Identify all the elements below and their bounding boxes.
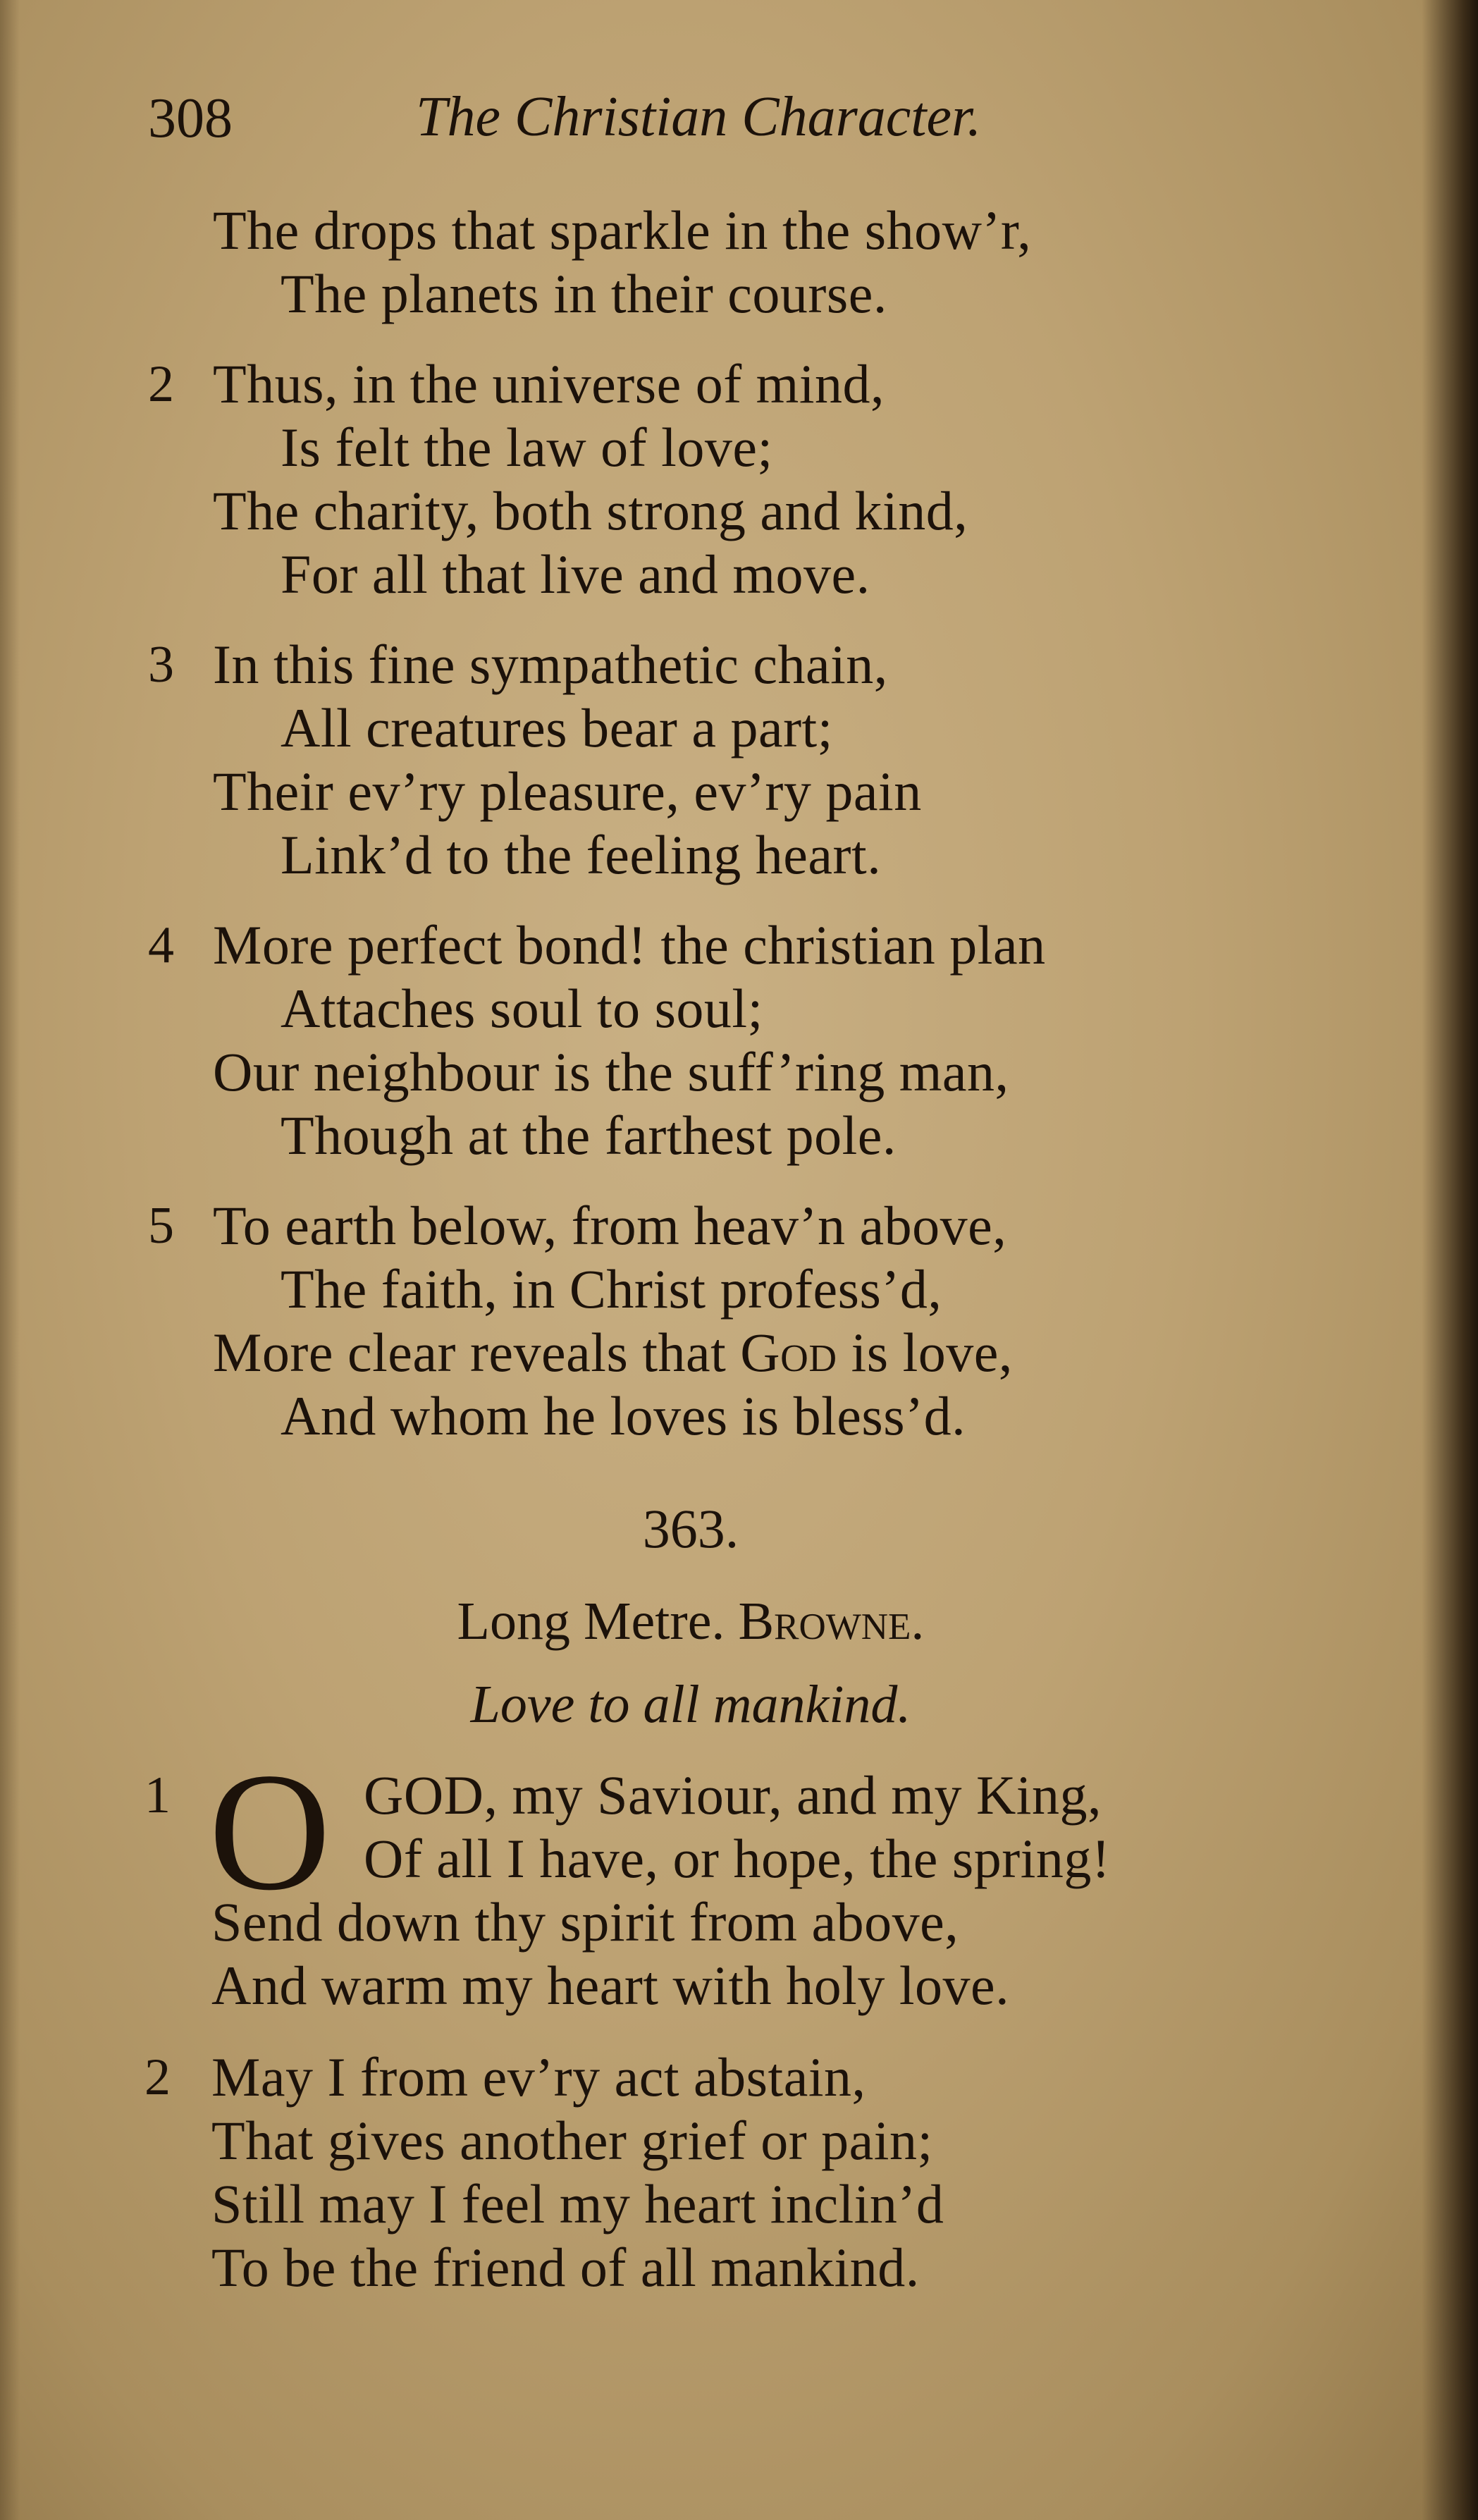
verse-line: Send down thy spirit from above, xyxy=(211,1891,959,1953)
stanza-number: 4 xyxy=(148,916,174,974)
hymn-number: 363. xyxy=(642,1498,739,1559)
verse-line: That gives another grief or pain; xyxy=(211,2110,933,2171)
verse-line: And warm my heart with holy love. xyxy=(211,1955,1010,2016)
hymn-author: Browne. xyxy=(738,1592,925,1651)
hymn-metre-line xyxy=(0,1592,1381,1651)
verse-line: May I from ev’ry act abstain, xyxy=(211,2046,866,2108)
verse-line: Though at the farthest pole. xyxy=(281,1105,897,1166)
verse-line: Still may I feel my heart inclin’d xyxy=(211,2173,944,2235)
verse-line: Attaches soul to soul; xyxy=(281,978,763,1039)
divine-name: God xyxy=(740,1322,837,1383)
verse-line: Their ev’ry pleasure, ev’ry pain xyxy=(213,761,922,822)
verse-line: To earth below, from heav’n above, xyxy=(213,1195,1007,1256)
hymn-metre: Long Metre. xyxy=(457,1592,725,1651)
stanza-number: 3 xyxy=(148,636,174,694)
verse-line: The planets in their course. xyxy=(281,263,887,324)
stanza-number: 2 xyxy=(148,355,174,413)
page-right-edge xyxy=(1422,0,1478,2520)
drop-cap: O xyxy=(209,1738,331,1925)
page-left-edge xyxy=(0,0,20,2520)
stanza-number: 5 xyxy=(148,1197,174,1255)
verse-line: Of all I have, or hope, the spring! xyxy=(364,1828,1111,1889)
running-title: The Christian Character. xyxy=(416,86,982,148)
verse-line: Link’d to the feeling heart. xyxy=(281,824,882,885)
verse-line: GOD, my Saviour, and my King, xyxy=(364,1764,1102,1826)
verse-line: Thus, in the universe of mind, xyxy=(213,353,885,414)
verse-line: For all that live and move. xyxy=(281,543,870,605)
stanza-number: 2 xyxy=(144,2048,171,2106)
verse-text: More clear reveals that xyxy=(213,1322,741,1383)
verse-line: Our neighbour is the suff’ring man, xyxy=(213,1041,1009,1102)
page-number: 308 xyxy=(148,87,233,149)
verse-line: More perfect bond! the christian plan xyxy=(213,914,1046,976)
verse-line: The faith, in Christ profess’d, xyxy=(281,1258,942,1320)
hymn-subtitle: Love to all mankind. xyxy=(470,1675,911,1734)
verse-line: All creatures bear a part; xyxy=(281,697,833,758)
stanza-number: 1 xyxy=(144,1766,171,1824)
verse-line: The drops that sparkle in the show’r, xyxy=(213,199,1032,261)
verse-line xyxy=(213,1322,1013,1383)
verse-line: And whom he loves is bless’d. xyxy=(281,1385,966,1446)
verse-line: In this fine sympathetic chain, xyxy=(213,634,888,695)
verse-text: is love, xyxy=(837,1322,1013,1383)
verse-line: Is felt the law of love; xyxy=(281,417,773,478)
verse-line: To be the friend of all mankind. xyxy=(211,2237,920,2298)
verse-line: The charity, both strong and kind, xyxy=(213,480,968,541)
